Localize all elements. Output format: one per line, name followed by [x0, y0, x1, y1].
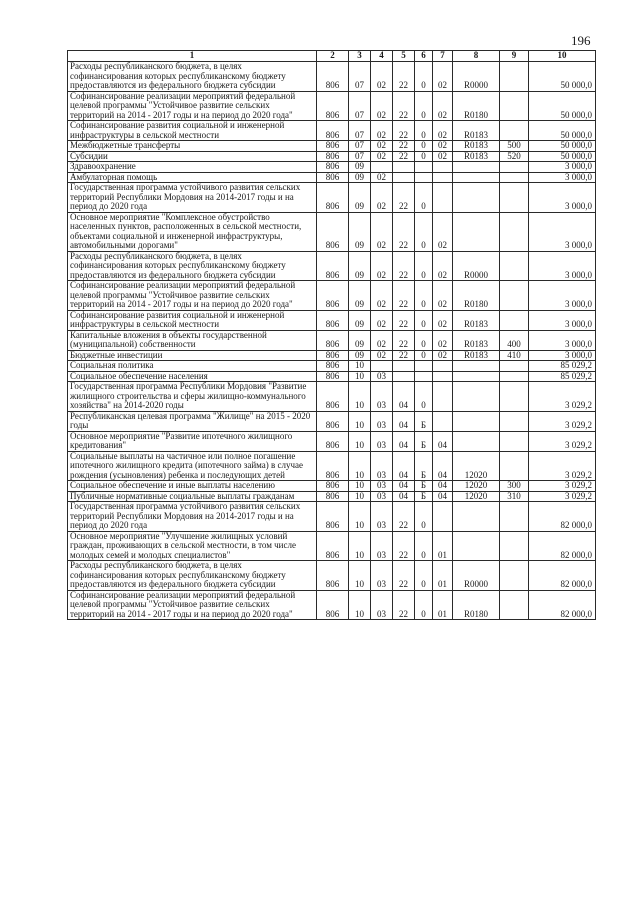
direction-cell	[453, 183, 500, 213]
expense-type-cell	[500, 183, 529, 213]
header-cell: 10	[529, 51, 596, 62]
subprogram-cell: Б	[415, 451, 433, 481]
subprogram-cell: 0	[415, 183, 433, 213]
header-cell: 8	[453, 51, 500, 62]
program-cell: 22	[393, 561, 415, 591]
direction-cell	[453, 371, 500, 382]
row-name-cell: Софинансирование развития социальной и инженерной инфраструктуры в сельской местности	[68, 121, 317, 141]
row-name-cell: Социальная политика	[68, 361, 317, 372]
amount-cell: 50 000,0	[529, 141, 596, 152]
subsection-cell: 03	[371, 531, 393, 561]
expense-type-cell	[500, 251, 529, 281]
program-cell: 22	[393, 121, 415, 141]
table-row	[68, 590, 596, 620]
expense-type-cell	[500, 62, 529, 92]
amount-cell: 3 029,2	[529, 382, 596, 412]
table-row	[68, 330, 596, 350]
event-cell	[433, 411, 453, 431]
subsection-cell	[371, 162, 393, 173]
program-cell: 22	[393, 212, 415, 251]
section-cell: 10	[349, 382, 371, 412]
grbs-cell: 806	[317, 121, 349, 141]
direction-cell: R0180	[453, 91, 500, 121]
table-row	[68, 172, 596, 183]
grbs-cell: 806	[317, 251, 349, 281]
subprogram-cell: 0	[415, 121, 433, 141]
direction-cell	[453, 212, 500, 251]
subsection-cell: 03	[371, 382, 393, 412]
table-row	[68, 281, 596, 311]
subsection-cell: 03	[371, 561, 393, 591]
table-row	[68, 141, 596, 152]
event-cell	[433, 502, 453, 532]
subprogram-cell	[415, 371, 433, 382]
section-cell: 10	[349, 371, 371, 382]
program-cell: 04	[393, 481, 415, 492]
event-cell: 02	[433, 251, 453, 281]
section-cell: 10	[349, 411, 371, 431]
expense-type-cell	[500, 451, 529, 481]
event-cell: 04	[433, 431, 453, 451]
program-cell: 22	[393, 310, 415, 330]
section-cell: 10	[349, 561, 371, 591]
program-cell: 22	[393, 350, 415, 361]
table-row	[68, 382, 596, 412]
event-cell: 01	[433, 590, 453, 620]
subprogram-cell: 0	[415, 251, 433, 281]
subsection-cell	[371, 361, 393, 372]
row-name-cell: Социальные выплаты на частичное или полное погашение ипотечного жилищного кредита (ипотечного займа) в случае рождения (усыновления) ребенка и последующих детей	[68, 451, 317, 481]
program-cell	[393, 162, 415, 173]
expense-type-cell	[500, 361, 529, 372]
subprogram-cell: 0	[415, 561, 433, 591]
grbs-cell: 806	[317, 281, 349, 311]
event-cell: 02	[433, 212, 453, 251]
header-cell: 7	[433, 51, 453, 62]
amount-cell: 82 000,0	[529, 502, 596, 532]
subprogram-cell: 0	[415, 330, 433, 350]
event-cell: 04	[433, 451, 453, 481]
header-cell: 5	[393, 51, 415, 62]
amount-cell: 82 000,0	[529, 590, 596, 620]
row-name-cell: Софинансирование реализации мероприятий федеральной целевой программы "Устойчивое развитие сельских территорий на 2014 - 2017 годы и на период до 2020 года"	[68, 281, 317, 311]
amount-cell: 3 029,2	[529, 411, 596, 431]
program-cell: 04	[393, 451, 415, 481]
subsection-cell: 03	[371, 481, 393, 492]
section-cell: 09	[349, 251, 371, 281]
section-cell: 10	[349, 502, 371, 532]
table-row	[68, 183, 596, 213]
subsection-cell: 02	[371, 212, 393, 251]
program-cell: 22	[393, 141, 415, 152]
event-cell	[433, 361, 453, 372]
grbs-cell: 806	[317, 382, 349, 412]
subsection-cell: 02	[371, 350, 393, 361]
table-row	[68, 162, 596, 173]
event-cell: 02	[433, 330, 453, 350]
row-name-cell: Расходы республиканского бюджета, в целях софинансирования которых республиканскому бюджету предоставляются из федерального бюджета субсидии	[68, 561, 317, 591]
event-cell	[433, 162, 453, 173]
subprogram-cell	[415, 172, 433, 183]
amount-cell: 50 000,0	[529, 121, 596, 141]
subsection-cell: 03	[371, 590, 393, 620]
row-name-cell: Софинансирование реализации мероприятий федеральной целевой программы "Устойчивое развитие сельских территорий на 2014 - 2017 годы и на период до 2020 года"	[68, 590, 317, 620]
direction-cell: 12020	[453, 491, 500, 502]
subprogram-cell: 0	[415, 141, 433, 152]
direction-cell: R0183	[453, 151, 500, 162]
direction-cell: R0183	[453, 350, 500, 361]
table-header	[68, 51, 596, 62]
event-cell: 02	[433, 281, 453, 311]
amount-cell: 3 000,0	[529, 183, 596, 213]
amount-cell: 3 029,2	[529, 491, 596, 502]
program-cell: 22	[393, 502, 415, 532]
amount-cell: 3 000,0	[529, 310, 596, 330]
expense-type-cell	[500, 411, 529, 431]
row-name-cell: Социальное обеспечение и иные выплаты населению	[68, 481, 317, 492]
grbs-cell: 806	[317, 350, 349, 361]
amount-cell: 3 000,0	[529, 162, 596, 173]
subprogram-cell: 0	[415, 91, 433, 121]
event-cell: 02	[433, 151, 453, 162]
row-name-cell: Основное мероприятие "Улучшение жилищных условий граждан, проживающих в сельской местности, в том числе молодых семей и молодых специалистов"	[68, 531, 317, 561]
amount-cell: 3 000,0	[529, 350, 596, 361]
subsection-cell: 02	[371, 121, 393, 141]
expense-type-cell: 410	[500, 350, 529, 361]
expense-type-cell	[500, 531, 529, 561]
direction-cell	[453, 531, 500, 561]
subsection-cell: 02	[371, 251, 393, 281]
amount-cell: 3 029,2	[529, 451, 596, 481]
event-cell: 04	[433, 481, 453, 492]
grbs-cell: 806	[317, 451, 349, 481]
direction-cell: R0000	[453, 561, 500, 591]
grbs-cell: 806	[317, 590, 349, 620]
program-cell: 22	[393, 531, 415, 561]
subsection-cell: 03	[371, 491, 393, 502]
expense-type-cell: 310	[500, 491, 529, 502]
event-cell: 02	[433, 350, 453, 361]
amount-cell: 3 000,0	[529, 251, 596, 281]
direction-cell: R0000	[453, 62, 500, 92]
expense-type-cell	[500, 590, 529, 620]
expense-type-cell	[500, 91, 529, 121]
subprogram-cell: Б	[415, 481, 433, 492]
section-cell: 09	[349, 212, 371, 251]
subprogram-cell: 0	[415, 502, 433, 532]
grbs-cell: 806	[317, 481, 349, 492]
amount-cell: 82 000,0	[529, 531, 596, 561]
table-row	[68, 212, 596, 251]
section-cell: 10	[349, 491, 371, 502]
subprogram-cell: 0	[415, 212, 433, 251]
program-cell: 22	[393, 330, 415, 350]
table-row	[68, 371, 596, 382]
expense-type-cell	[500, 431, 529, 451]
subprogram-cell: 0	[415, 62, 433, 92]
row-name-cell: Государственная программа устойчивого развития сельских территорий Республики Мордовия на 2014-2017 годы и на период до 2020 года	[68, 502, 317, 532]
section-cell: 09	[349, 350, 371, 361]
event-cell	[433, 183, 453, 213]
grbs-cell: 806	[317, 62, 349, 92]
program-cell	[393, 371, 415, 382]
table-row	[68, 310, 596, 330]
expense-type-cell	[500, 281, 529, 311]
subsection-cell: 03	[371, 502, 393, 532]
section-cell: 10	[349, 531, 371, 561]
section-cell: 07	[349, 91, 371, 121]
subprogram-cell: 0	[415, 531, 433, 561]
direction-cell	[453, 382, 500, 412]
row-name-cell: Государственная программа устойчивого развития сельских территорий Республики Мордовия на 2014-2017 годы и на период до 2020 года	[68, 183, 317, 213]
expense-type-cell	[500, 310, 529, 330]
row-name-cell: Софинансирование развития социальной и инженерной инфраструктуры в сельской местности	[68, 310, 317, 330]
subprogram-cell: 0	[415, 310, 433, 330]
grbs-cell: 806	[317, 172, 349, 183]
direction-cell: 12020	[453, 451, 500, 481]
section-cell: 10	[349, 431, 371, 451]
direction-cell: 12020	[453, 481, 500, 492]
section-cell: 07	[349, 151, 371, 162]
amount-cell: 50 000,0	[529, 62, 596, 92]
table-row	[68, 121, 596, 141]
direction-cell	[453, 411, 500, 431]
table-row	[68, 411, 596, 431]
table-row	[68, 251, 596, 281]
amount-cell: 3 000,0	[529, 212, 596, 251]
amount-cell: 3 000,0	[529, 281, 596, 311]
expense-type-cell	[500, 121, 529, 141]
section-cell: 10	[349, 361, 371, 372]
amount-cell: 3 000,0	[529, 330, 596, 350]
subsection-cell: 02	[371, 330, 393, 350]
table-row	[68, 561, 596, 591]
program-cell: 22	[393, 91, 415, 121]
program-cell: 22	[393, 251, 415, 281]
subsection-cell: 03	[371, 371, 393, 382]
subprogram-cell: 0	[415, 350, 433, 361]
header-cell: 2	[317, 51, 349, 62]
row-name-cell: Основное мероприятие "Комплексное обустройство населенных пунктов, расположенных в сельской местности, объектами социальной и инженерной инфраструктуры, автомобильными дорогами"	[68, 212, 317, 251]
subsection-cell: 02	[371, 91, 393, 121]
expense-type-cell	[500, 561, 529, 591]
subprogram-cell: 0	[415, 382, 433, 412]
row-name-cell: Амбулаторная помощь	[68, 172, 317, 183]
subprogram-cell: Б	[415, 431, 433, 451]
row-name-cell: Здравоохранение	[68, 162, 317, 173]
program-cell: 22	[393, 183, 415, 213]
section-cell: 07	[349, 62, 371, 92]
grbs-cell: 806	[317, 183, 349, 213]
grbs-cell: 806	[317, 431, 349, 451]
subprogram-cell	[415, 162, 433, 173]
expense-type-cell: 500	[500, 141, 529, 152]
program-cell: 04	[393, 411, 415, 431]
subsection-cell: 02	[371, 281, 393, 311]
header-cell: 6	[415, 51, 433, 62]
direction-cell: R0180	[453, 281, 500, 311]
event-cell: 02	[433, 62, 453, 92]
expense-type-cell: 400	[500, 330, 529, 350]
row-name-cell: Республиканская целевая программа "Жилище" на 2015 - 2020 годы	[68, 411, 317, 431]
grbs-cell: 806	[317, 330, 349, 350]
direction-cell: R0183	[453, 141, 500, 152]
expense-type-cell	[500, 382, 529, 412]
row-name-cell: Субсидии	[68, 151, 317, 162]
expense-type-cell	[500, 172, 529, 183]
direction-cell	[453, 361, 500, 372]
section-cell: 09	[349, 310, 371, 330]
amount-cell: 3 029,2	[529, 431, 596, 451]
table-row	[68, 151, 596, 162]
grbs-cell: 806	[317, 212, 349, 251]
grbs-cell: 806	[317, 91, 349, 121]
amount-cell: 50 000,0	[529, 151, 596, 162]
section-cell: 09	[349, 183, 371, 213]
event-cell: 02	[433, 310, 453, 330]
event-cell: 02	[433, 91, 453, 121]
subsection-cell: 03	[371, 411, 393, 431]
subprogram-cell: Б	[415, 491, 433, 502]
grbs-cell: 806	[317, 491, 349, 502]
subprogram-cell: 0	[415, 151, 433, 162]
subsection-cell: 02	[371, 62, 393, 92]
grbs-cell: 806	[317, 361, 349, 372]
direction-cell: R0000	[453, 251, 500, 281]
expense-type-cell: 520	[500, 151, 529, 162]
table-row	[68, 531, 596, 561]
event-cell	[433, 382, 453, 412]
section-cell: 07	[349, 141, 371, 152]
budget-table	[67, 50, 596, 620]
program-cell: 04	[393, 431, 415, 451]
header-cell: 3	[349, 51, 371, 62]
direction-cell	[453, 162, 500, 173]
row-name-cell: Расходы республиканского бюджета, в целях софинансирования которых республиканскому бюджету предоставляются из федерального бюджета субсидии	[68, 251, 317, 281]
direction-cell: R0183	[453, 310, 500, 330]
grbs-cell: 806	[317, 371, 349, 382]
program-cell: 22	[393, 151, 415, 162]
page-number: 196	[571, 33, 591, 48]
subsection-cell: 02	[371, 183, 393, 213]
event-cell: 02	[433, 121, 453, 141]
amount-cell: 50 000,0	[529, 91, 596, 121]
section-cell: 10	[349, 481, 371, 492]
direction-cell: R0180	[453, 590, 500, 620]
event-cell	[433, 172, 453, 183]
section-cell: 09	[349, 281, 371, 311]
expense-type-cell	[500, 371, 529, 382]
event-cell	[433, 371, 453, 382]
amount-cell: 85 029,2	[529, 371, 596, 382]
table-row	[68, 431, 596, 451]
direction-cell	[453, 502, 500, 532]
row-name-cell: Межбюджетные трансферты	[68, 141, 317, 152]
subsection-cell: 03	[371, 451, 393, 481]
section-cell: 10	[349, 451, 371, 481]
row-name-cell: Публичные нормативные социальные выплаты гражданам	[68, 491, 317, 502]
direction-cell	[453, 172, 500, 183]
header-cell: 1	[68, 51, 317, 62]
program-cell: 04	[393, 491, 415, 502]
amount-cell: 85 029,2	[529, 361, 596, 372]
subsection-cell: 02	[371, 310, 393, 330]
program-cell	[393, 172, 415, 183]
row-name-cell: Капитальные вложения в объекты государственной (муниципальной) собственности	[68, 330, 317, 350]
row-name-cell: Софинансирование реализации мероприятий федеральной целевой программы "Устойчивое развитие сельских территорий на 2014 - 2017 годы и на период до 2020 года"	[68, 91, 317, 121]
amount-cell: 3 000,0	[529, 172, 596, 183]
header-cell: 4	[371, 51, 393, 62]
table-row	[68, 491, 596, 502]
table-row	[68, 91, 596, 121]
row-name-cell: Расходы республиканского бюджета, в целях софинансирования которых республиканскому бюджету предоставляются из федерального бюджета субсидии	[68, 62, 317, 92]
table-row	[68, 481, 596, 492]
header-cell: 9	[500, 51, 529, 62]
direction-cell: R0183	[453, 330, 500, 350]
program-cell: 04	[393, 382, 415, 412]
grbs-cell: 806	[317, 310, 349, 330]
row-name-cell: Социальное обеспечение населения	[68, 371, 317, 382]
subprogram-cell: 0	[415, 590, 433, 620]
subsection-cell: 02	[371, 172, 393, 183]
row-name-cell: Бюджетные инвестиции	[68, 350, 317, 361]
program-cell	[393, 361, 415, 372]
program-cell: 22	[393, 590, 415, 620]
grbs-cell: 806	[317, 151, 349, 162]
section-cell: 09	[349, 162, 371, 173]
grbs-cell: 806	[317, 162, 349, 173]
subsection-cell: 02	[371, 141, 393, 152]
amount-cell: 82 000,0	[529, 561, 596, 591]
amount-cell: 3 029,2	[529, 481, 596, 492]
section-cell: 09	[349, 172, 371, 183]
expense-type-cell	[500, 212, 529, 251]
grbs-cell: 806	[317, 411, 349, 431]
table-row	[68, 361, 596, 372]
row-name-cell: Основное мероприятие "Развитие ипотечного жилищного кредитования"	[68, 431, 317, 451]
subprogram-cell: Б	[415, 411, 433, 431]
table-row	[68, 62, 596, 92]
expense-type-cell	[500, 162, 529, 173]
subsection-cell: 03	[371, 431, 393, 451]
program-cell: 22	[393, 62, 415, 92]
event-cell: 01	[433, 531, 453, 561]
event-cell: 04	[433, 491, 453, 502]
section-cell: 10	[349, 590, 371, 620]
grbs-cell: 806	[317, 141, 349, 152]
table-row	[68, 502, 596, 532]
event-cell: 02	[433, 141, 453, 152]
direction-cell	[453, 431, 500, 451]
grbs-cell: 806	[317, 502, 349, 532]
subprogram-cell	[415, 361, 433, 372]
table-row	[68, 350, 596, 361]
table-row	[68, 451, 596, 481]
expense-type-cell: 300	[500, 481, 529, 492]
grbs-cell: 806	[317, 531, 349, 561]
subsection-cell: 02	[371, 151, 393, 162]
grbs-cell: 806	[317, 561, 349, 591]
subprogram-cell: 0	[415, 281, 433, 311]
expense-type-cell	[500, 502, 529, 532]
direction-cell: R0183	[453, 121, 500, 141]
program-cell: 22	[393, 281, 415, 311]
row-name-cell: Государственная программа Республики Мордовия "Развитие жилищного строительства и сферы жилищно-коммунального хозяйства" на 2014-2020 годы	[68, 382, 317, 412]
event-cell: 01	[433, 561, 453, 591]
section-cell: 09	[349, 330, 371, 350]
section-cell: 07	[349, 121, 371, 141]
